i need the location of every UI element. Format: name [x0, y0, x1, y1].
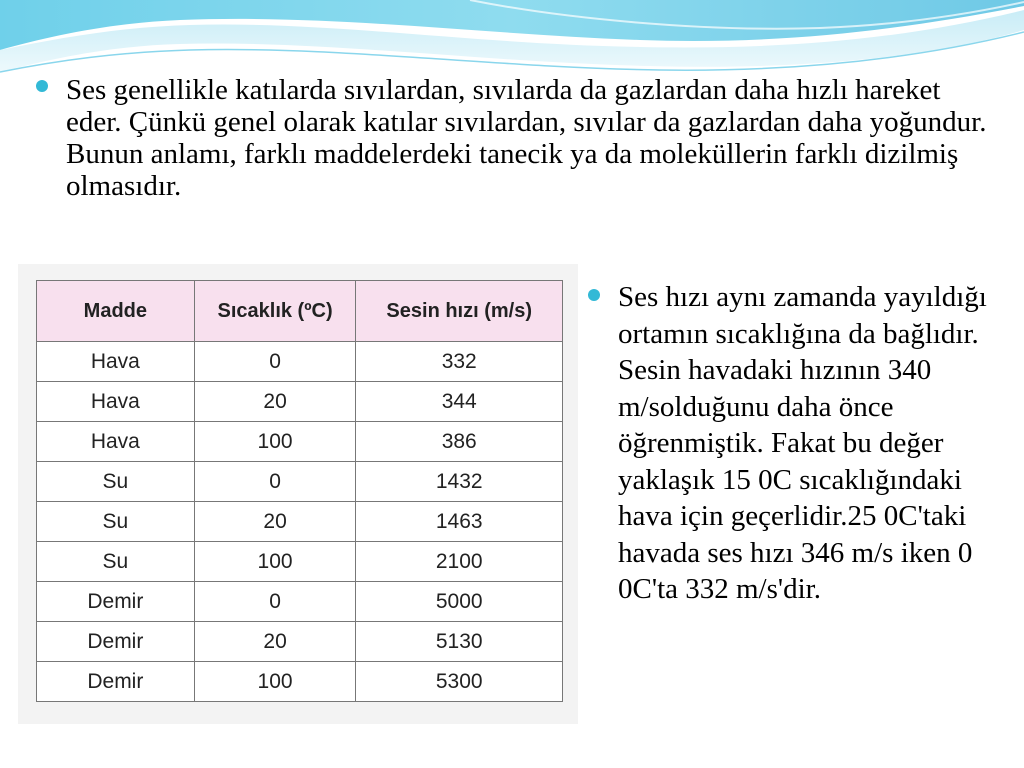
cell-madde: Demir: [37, 662, 195, 702]
cell-hiz: 1432: [356, 462, 563, 502]
intro-bullet-text: Ses genellikle katılarda sıvılardan, sıvılarda da gazlardan daha hızlı hareket eder. Çünkü genel olarak katılar sıvılardan, sıvılar da gazlardan daha yoğundur. Bunun anlamı, farklı maddelerdeki tanecik ya da moleküllerin farklı dizilmiş olmasıdır.: [66, 74, 987, 202]
cell-hiz: 344: [356, 382, 563, 422]
cell-hiz: 5130: [356, 622, 563, 662]
cell-hiz: 5000: [356, 582, 563, 622]
temperature-bullet: [618, 279, 1008, 608]
table-row: [37, 462, 563, 502]
cell-madde: Hava: [37, 342, 195, 382]
table-row: [37, 622, 563, 662]
cell-madde: Hava: [37, 382, 195, 422]
cell-sicaklik: 0: [194, 462, 356, 502]
cell-sicaklik: 20: [194, 382, 356, 422]
cell-sicaklik: 20: [194, 622, 356, 662]
intro-bullet: [66, 75, 1001, 203]
cell-hiz: 332: [356, 342, 563, 382]
sound-speed-table: [36, 280, 563, 702]
bullet-icon: [36, 80, 48, 92]
cell-sicaklik: 100: [194, 662, 356, 702]
cell-hiz: 2100: [356, 542, 563, 582]
cell-madde: Hava: [37, 422, 195, 462]
table-row: [37, 582, 563, 622]
cell-sicaklik: 0: [194, 342, 356, 382]
table-panel: [18, 264, 578, 724]
table-header-row: [37, 281, 563, 342]
cell-sicaklik: 100: [194, 422, 356, 462]
cell-madde: Su: [37, 542, 195, 582]
cell-madde: Su: [37, 462, 195, 502]
table-row: [37, 502, 563, 542]
cell-madde: Su: [37, 502, 195, 542]
cell-sicaklik: 20: [194, 502, 356, 542]
header-sesin-hizi: Sesin hızı (m/s): [356, 281, 563, 342]
cell-hiz: 1463: [356, 502, 563, 542]
table-row: [37, 382, 563, 422]
bullet-icon: [588, 289, 600, 301]
table-row: [37, 662, 563, 702]
table-row: [37, 542, 563, 582]
cell-hiz: 5300: [356, 662, 563, 702]
cell-sicaklik: 0: [194, 582, 356, 622]
table-row: [37, 342, 563, 382]
header-sicaklik: Sıcaklık (ºC): [194, 281, 356, 342]
cell-madde: Demir: [37, 582, 195, 622]
cell-madde: Demir: [37, 622, 195, 662]
cell-hiz: 386: [356, 422, 563, 462]
temperature-bullet-text: Ses hızı aynı zamanda yayıldığı ortamın sıcaklığına da bağlıdır. Sesin havadaki hızının 340 m/solduğunu daha önce öğrenmiştik. Fakat bu değer yaklaşık 15 0C sıcaklığındaki hava için geçerlidir.25 0C'taki havada ses hızı 346 m/s iken 0 0C'ta 332 m/s'dir.: [618, 281, 987, 606]
cell-sicaklik: 100: [194, 542, 356, 582]
header-madde: Madde: [37, 281, 195, 342]
table-row: [37, 422, 563, 462]
